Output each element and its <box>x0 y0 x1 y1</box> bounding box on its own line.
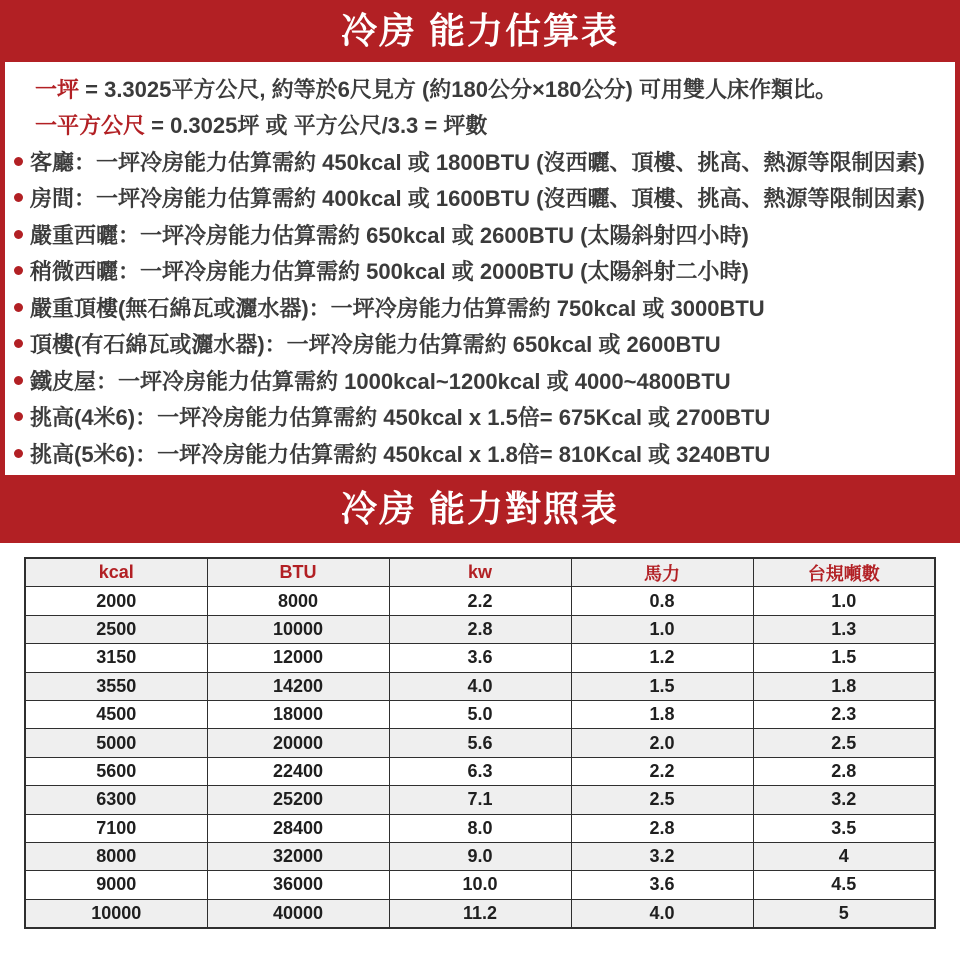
table-cell: 7.1 <box>389 786 571 814</box>
table-cell: 5600 <box>25 757 207 785</box>
bullet-item-severe-west-sun <box>5 216 955 253</box>
table-cell: 8.0 <box>389 814 571 842</box>
bullet-dot-icon <box>14 339 23 348</box>
bullet-dot-icon <box>14 266 23 275</box>
table-cell: 3.6 <box>571 871 753 899</box>
table-cell: 12000 <box>207 644 389 672</box>
table-cell: 1.0 <box>571 615 753 643</box>
bullet-item-severe-top-floor <box>5 289 955 326</box>
bullet-dot-icon <box>14 412 23 421</box>
estimation-section-header <box>0 0 960 62</box>
table-cell: 5000 <box>25 729 207 757</box>
bullet-dot-icon <box>14 376 23 385</box>
column-header-horsepower: 馬力 <box>571 558 753 587</box>
estimation-section <box>0 62 960 475</box>
table-row <box>25 871 935 899</box>
table-cell: 2.3 <box>753 700 935 728</box>
table-cell: 10.0 <box>389 871 571 899</box>
bullet-item-metal-house <box>5 362 955 399</box>
table-cell: 8000 <box>207 587 389 615</box>
table-cell: 0.8 <box>571 587 753 615</box>
bullet-dot-icon <box>14 157 23 166</box>
table-cell: 2.8 <box>389 615 571 643</box>
table-cell: 3.5 <box>753 814 935 842</box>
comparison-section-header <box>0 475 960 543</box>
bullet-text: 房間：一坪冷房能力估算需約 400kcal 或 1600BTU (沒西曬、頂樓、挑高、熱源等限制因素) <box>30 186 925 212</box>
column-header-tw-tonnage: 台規噸數 <box>753 558 935 587</box>
bullet-item-bedroom <box>5 180 955 217</box>
table-row <box>25 615 935 643</box>
table-cell: 5.0 <box>389 700 571 728</box>
table-cell: 22400 <box>207 757 389 785</box>
bullet-dot-icon <box>14 193 23 202</box>
table-cell: 9000 <box>25 871 207 899</box>
table-cell: 20000 <box>207 729 389 757</box>
table-cell: 28400 <box>207 814 389 842</box>
table-cell: 6.3 <box>389 757 571 785</box>
table-cell: 4.5 <box>753 871 935 899</box>
table-cell: 2.8 <box>753 757 935 785</box>
table-cell: 4 <box>753 842 935 870</box>
table-row <box>25 700 935 728</box>
bullet-text: 挑高(5米6)：一坪冷房能力估算需約 450kcal x 1.8倍= 810Kcal 或 3240BTU <box>30 441 771 467</box>
table-row <box>25 757 935 785</box>
table-cell: 9.0 <box>389 842 571 870</box>
intro-text: = 3.3025平方公尺, 約等於6尺見方 (約180公分×180公分) 可用雙人床作類比。 <box>79 76 837 102</box>
table-cell: 3150 <box>25 644 207 672</box>
table-header-row <box>25 558 935 587</box>
table-cell: 2.8 <box>571 814 753 842</box>
table-cell: 11.2 <box>389 899 571 928</box>
bullet-dot-icon <box>14 230 23 239</box>
table-cell: 18000 <box>207 700 389 728</box>
table-row <box>25 644 935 672</box>
table-row <box>25 786 935 814</box>
bullet-text: 稍微西曬：一坪冷房能力估算需約 500kcal 或 2000BTU (太陽斜射二小時) <box>30 259 749 285</box>
bullet-item-top-floor <box>5 326 955 363</box>
table-cell: 1.2 <box>571 644 753 672</box>
comparison-title: 冷房 能力對照表 <box>340 488 619 529</box>
table-cell: 3550 <box>25 672 207 700</box>
estimation-title: 冷房 能力估算表 <box>340 10 619 51</box>
table-cell: 14200 <box>207 672 389 700</box>
table-cell: 5 <box>753 899 935 928</box>
bullet-item-slight-west-sun <box>5 253 955 290</box>
table-cell: 1.5 <box>571 672 753 700</box>
table-cell: 4500 <box>25 700 207 728</box>
table-cell: 1.5 <box>753 644 935 672</box>
column-header-kw: kw <box>389 558 571 587</box>
table-cell: 2.5 <box>753 729 935 757</box>
table-cell: 2.5 <box>571 786 753 814</box>
table-cell: 4.0 <box>571 899 753 928</box>
table-cell: 2.2 <box>389 587 571 615</box>
bullet-dot-icon <box>14 449 23 458</box>
table-cell: 6300 <box>25 786 207 814</box>
table-cell: 36000 <box>207 871 389 899</box>
table-cell: 32000 <box>207 842 389 870</box>
table-cell: 10000 <box>25 899 207 928</box>
bullet-text: 嚴重西曬：一坪冷房能力估算需約 650kcal 或 2600BTU (太陽斜射四小時) <box>30 222 749 248</box>
bullet-text: 客廳：一坪冷房能力估算需約 450kcal 或 1800BTU (沒西曬、頂樓、挑高、熱源等限制因素) <box>30 149 925 175</box>
table-cell: 2500 <box>25 615 207 643</box>
table-row <box>25 899 935 928</box>
intro-line-ping <box>5 70 955 107</box>
bullet-item-high-ceiling-5m6 <box>5 435 955 472</box>
table-cell: 10000 <box>207 615 389 643</box>
table-cell: 8000 <box>25 842 207 870</box>
bullet-text: 挑高(4米6)：一坪冷房能力估算需約 450kcal x 1.5倍= 675Kcal 或 2700BTU <box>30 405 771 431</box>
bullet-text: 鐵皮屋：一坪冷房能力估算需約 1000kcal~1200kcal 或 4000~4800BTU <box>30 368 731 394</box>
table-cell: 25200 <box>207 786 389 814</box>
table-cell: 3.2 <box>753 786 935 814</box>
table-row <box>25 814 935 842</box>
table-cell: 2.2 <box>571 757 753 785</box>
intro-text: = 0.3025坪 或 平方公尺/3.3 = 坪數 <box>145 113 488 139</box>
table-cell: 5.6 <box>389 729 571 757</box>
table-row <box>25 842 935 870</box>
table-cell: 1.8 <box>571 700 753 728</box>
table-cell: 1.8 <box>753 672 935 700</box>
table-cell: 3.6 <box>389 644 571 672</box>
comparison-section <box>0 543 960 929</box>
table-row <box>25 729 935 757</box>
column-header-btu: BTU <box>207 558 389 587</box>
intro-lead: 一平方公尺 <box>35 113 146 139</box>
bullet-dot-icon <box>14 303 23 312</box>
bullet-text: 嚴重頂樓(無石綿瓦或灑水器)：一坪冷房能力估算需約 750kcal 或 3000BTU <box>30 295 765 321</box>
table-row <box>25 587 935 615</box>
table-cell: 7100 <box>25 814 207 842</box>
table-row <box>25 672 935 700</box>
table-cell: 40000 <box>207 899 389 928</box>
intro-lead: 一坪 <box>35 76 80 102</box>
table-cell: 3.2 <box>571 842 753 870</box>
bullet-item-living-room <box>5 143 955 180</box>
table-cell: 4.0 <box>389 672 571 700</box>
column-header-kcal: kcal <box>25 558 207 587</box>
bullet-item-high-ceiling-4m6 <box>5 399 955 436</box>
table-cell: 1.0 <box>753 587 935 615</box>
table-cell: 2000 <box>25 587 207 615</box>
table-cell: 1.3 <box>753 615 935 643</box>
capacity-comparison-table <box>24 557 936 929</box>
intro-line-sqm <box>5 107 955 144</box>
table-cell: 2.0 <box>571 729 753 757</box>
bullet-text: 頂樓(有石綿瓦或灑水器)：一坪冷房能力估算需約 650kcal 或 2600BTU <box>30 332 721 358</box>
